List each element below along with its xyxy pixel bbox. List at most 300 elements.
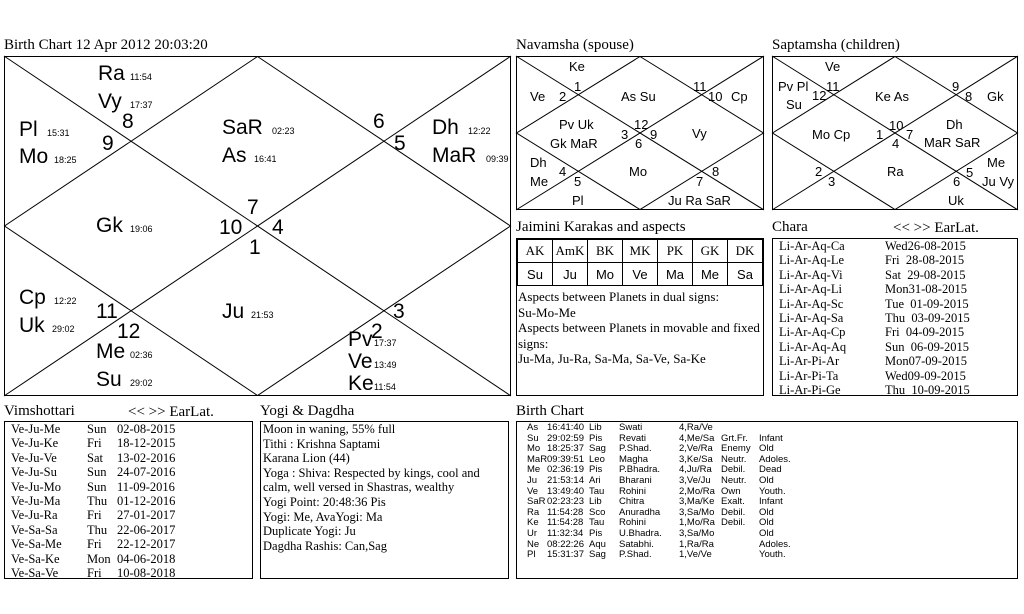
dual-heading: Aspects between Planets in dual signs: [518,289,720,304]
chara-date: Wed26-08-2015 [885,239,966,253]
yogi-title: Yogi & Dagdha [260,403,355,419]
birth-table-cell: Leo [589,453,605,465]
birth-table-cell: Debil. [721,506,746,518]
birth-table-cell: 11:54:28 [547,517,584,529]
dasha-period: Ve-Ju-Ke [11,436,59,451]
chara-date: Wed09-09-2015 [885,368,966,383]
birth-table-cell: 1,Ra/Ra [679,538,714,550]
nv-label: 5 [574,174,582,189]
birth-table-cell: Neutr. [721,453,747,465]
vimshottari-row [11,537,252,551]
planet-degree: 11:54 [374,382,396,392]
dasha-period: Ve-Ju-Ma [11,494,61,509]
dasha-period: Ve-Sa-Ke [11,551,60,566]
movable-aspects: Ju-Ma, Ju-Ra, Sa-Ma, Sa-Ve, Sa-Ke [518,351,706,366]
vimshottari-list [4,421,253,579]
birth-table-cell: Lib [589,496,602,508]
planet-pv [348,328,397,351]
planet-degree: 11:54 [130,72,152,82]
karaka-header: MK [623,240,658,263]
karaka-value: Ma [658,263,693,286]
dasha-date: 22-12-2017 [117,537,176,552]
chara-row [779,297,1017,311]
dual-aspects: Su-Mo-Me [518,304,576,320]
planet-name: SaR [222,116,263,139]
house-num: 6 [373,110,385,133]
house-num: 4 [272,216,284,239]
planet-ju [222,300,274,323]
planet-mo [19,145,77,168]
nv-label: Mo [629,164,648,179]
nv-label: Ju Ra SaR [668,193,731,208]
birth-table-cell: Old [759,517,774,529]
birth-table-cell: 08:22:26 [547,538,584,550]
birth-table-cell: 02:23:23 [547,496,584,508]
dasha-period: Ve-Ju-Mo [11,479,61,494]
birth-table-cell: 1,Ve/Ve [679,549,712,561]
birth-table-cell: MaR [527,453,548,465]
chara-row [779,253,1017,267]
navamsha-diagram[interactable] [516,56,764,210]
dasha-date: 13-02-2016 [117,450,176,465]
birth-table-row [527,529,1017,540]
birth-table-cell: Tau [589,517,605,529]
birth-table-cell: Aqu [589,538,606,550]
birth-table-cell: Sco [589,506,606,518]
planet-degree: 29:02 [130,378,153,388]
karaka-value: Mo [588,263,623,286]
house-num: 10 [219,216,243,239]
sp-label: 10 [889,118,904,133]
karaka-header: GK [693,240,728,263]
birth-table-cell: Ju [527,474,538,486]
birth-table-cell: 11:32:34 [547,527,584,539]
nv-label: Pl [572,193,584,208]
birth-table-cell: Dead [759,464,782,476]
sp-label: 11 [826,79,840,94]
birth-table-row [527,476,1017,487]
birth-table-cell: Ra [527,506,540,518]
birth-table-cell: 3,Ke/Sa [679,453,713,465]
yogi-panel [260,421,509,579]
sp-label: 3 [828,174,836,189]
karaka-header: BK [588,240,623,263]
nv-label: Vy [692,126,707,141]
birth-table-cell: Swati [619,422,643,433]
sp-label: 4 [892,136,900,151]
planet-ke [348,372,396,395]
chara-row [779,340,1017,354]
karaka-value: Me [693,263,728,286]
chara-row [779,239,1017,253]
planet-degree: 15:31 [47,128,70,138]
dasha-period: Ve-Ju-Su [11,465,57,480]
chara-row [779,354,1017,368]
vimshottari-row [11,523,252,537]
sp-label: Pv Pl [778,79,809,94]
chara-date: Mon07-09-2015 [885,354,967,369]
chara-row [779,325,1017,339]
dasha-period: Ve-Sa-Sa [11,522,58,537]
planet-name: Ve [348,350,373,373]
house-num: 12 [117,320,141,343]
planet-name: As [222,144,247,167]
birth-table-cell: Anuradha [619,506,661,518]
yogi-line: Moon in waning, 55% full [263,422,396,436]
chara-list [772,238,1018,396]
sp-label: 8 [965,89,973,104]
birth-table-cell: 29:02:59 [547,432,584,444]
birth-table-cell: P.Shad. [619,549,652,561]
birth-table-cell: Adoles. [759,453,791,465]
dasha-period: Ve-Ju-Ra [11,508,58,523]
planet-ra [98,62,152,85]
birth-table-cell: 3,Ma/Ke [679,496,715,508]
birth-table-cell: Bharani [619,474,652,486]
chara-row [779,383,1017,397]
birth-table-cell: Youth. [759,485,786,497]
planet-name: Mo [19,145,49,168]
planet-name: Ra [98,62,125,85]
nv-label: 6 [635,136,643,151]
movable-heading: Aspects between Planets in movable and fixed signs: [518,320,760,351]
planet-uk [19,314,75,337]
birth-table-row [527,550,1017,561]
sp-label: Ju Vy [982,174,1015,189]
sp-label: Su [786,97,802,112]
karaka-value: Ve [623,263,658,286]
karaka-value: Sa [728,263,763,286]
birth-table-cell: 1,Mo/Ra [679,517,715,529]
karaka-header: DK [728,240,763,263]
birth-table-cell: 3,Sa/Mo [679,527,715,539]
chara-date: Fri 28-08-2015 [885,253,965,268]
nv-label: Cp [731,89,748,104]
birth-table-cell: 4,Ra/Ve [679,422,713,433]
birth-table-cell: Ne [527,538,540,550]
dasha-day: Sun [87,422,107,436]
yogi-line: Karana Lion (44) [263,451,350,466]
planet-degree: 13:49 [374,360,397,370]
birth-table-cell: Revati [619,432,646,444]
chara-period: Li-Ar-Aq-Le [779,253,844,268]
planet-pl [19,118,70,141]
chara-period: Li-Ar-Pi-Ar [779,354,840,369]
sp-label: 9 [952,79,960,94]
yogi-line: Duplicate Yogi: Ju [263,524,356,539]
sp-label: Uk [948,193,964,208]
chara-period: Li-Ar-Aq-Aq [779,339,847,354]
chara-row [779,268,1017,282]
planet-degree: 12:22 [468,126,491,136]
yogi-line: Yogi: Me, AvaYogi: Ma [263,509,383,524]
planet-degree: 17:37 [130,100,153,110]
yogi-line: Dagdha Rashis: Can,Sag [263,538,387,553]
nv-label: 2 [559,89,567,104]
nv-label: 1 [574,79,582,94]
house-num: 8 [122,110,134,133]
chara-period: Li-Ar-Aq-Cp [779,325,846,340]
chara-period: Li-Ar-Aq-Sc [779,296,844,311]
birth-table-cell: Debil. [721,517,746,529]
birth-table-cell: 09:39:51 [547,453,584,465]
birth-table-cell: Ke [527,517,539,529]
birth-table-cell: Pis [589,464,603,476]
chara-row [779,282,1017,296]
dasha-period: Ve-Sa-Me [11,537,62,552]
birth-table-cell: Exalt. [721,496,745,508]
vimshottari-row [11,422,252,436]
birth-table-cell: 2,Ve/Ra [679,443,713,455]
birth-table-cell: Neutr. [721,474,747,486]
dasha-day: Thu [87,494,108,509]
planet-mar [432,144,509,167]
planet-name: Cp [19,286,46,309]
birth-table-cell: Rohini [619,517,646,529]
birth-table-cell: 15:31:37 [547,549,584,561]
planet-me [96,340,153,363]
birth-table-cell: As [527,422,539,433]
birth-table-cell: Sag [589,443,606,455]
dasha-day: Sat [87,450,103,465]
karaka-header: AK [518,240,553,263]
planet-dh [432,116,491,139]
sp-label: 5 [966,165,974,180]
chara-period: Li-Ar-Aq-Vi [779,267,843,282]
dasha-day: Mon [87,551,111,566]
planet-name: Pl [19,118,38,141]
planet-name: Pv [348,328,373,351]
house-num: 3 [393,300,405,323]
jaimini-panel [516,238,764,396]
house-num: 11 [96,300,118,323]
planet-degree: 02:23 [272,126,295,136]
sp-label: Ke As [875,89,909,104]
birth-table-cell: Chitra [619,496,645,508]
vimshottari-title: Vimshottari [4,403,75,419]
birth-table-cell: Debil. [721,464,746,476]
dasha-day: Fri [87,508,102,523]
birth-table-cell: Pl [527,549,536,561]
planet-gk [96,214,153,237]
yogi-line: Yoga : Shiva: Respected by kings, cool and calm, well versed in Shastras, wealthy [263,465,480,495]
birth-table-cell: Tau [589,485,605,497]
navamsha-title: Navamsha (spouse) [516,37,634,53]
chara-period: Li-Ar-Pi-Ta [779,368,839,383]
vimshottari-row [11,465,252,479]
planet-degree: 02:36 [130,350,153,360]
birth-table-cell: Enemy [721,443,751,455]
nv-label: 7 [696,174,704,189]
dasha-date: 18-12-2015 [117,436,176,451]
dasha-day: Fri [87,537,102,552]
planet-degree: 12:22 [54,296,77,306]
chara-date: Sun 06-09-2015 [885,339,970,354]
chara-date: Thu 10-09-2015 [885,383,970,398]
nv-label: As Su [621,89,656,104]
planet-cp [19,286,77,309]
house-num: 1 [249,236,261,259]
aspects-text [517,286,763,367]
birth-table-cell: Magha [619,453,649,465]
birth-table-cell: Old [759,474,774,486]
nv-label: 4 [559,164,567,179]
birth-table-cell: 02:36:19 [547,464,584,476]
planet-name: Me [96,340,126,363]
sp-label: Gk [987,89,1004,104]
dasha-date: 24-07-2016 [117,465,176,480]
nv-label: Gk MaR [550,136,598,151]
birth-table-cell: Old [759,443,774,455]
house-num: 7 [247,196,259,219]
vimshottari-row [11,508,252,522]
sp-label: Dh [946,117,963,132]
birth-table-cell: Ve [527,485,539,497]
vimshottari-row [11,436,252,450]
birth-table-cell: Old [759,506,774,518]
dasha-day: Fri [87,566,102,581]
sp-label: MaR SaR [924,135,981,150]
dasha-date: 01-12-2016 [117,494,176,509]
yogi-line: Yogi Point: 20:48:36 Pis [263,494,386,509]
yogi-line: Tithi : Krishna Saptami [263,436,381,451]
birth-table-cell: SaR [527,496,546,508]
chara-date: Sat 29-08-2015 [885,267,966,282]
nv-label: Ve [530,89,546,104]
sp-label: Ra [887,164,904,179]
planet-name: Gk [96,214,123,237]
chara-title: Chara [772,219,808,235]
planet-as [222,144,277,167]
nv-label: Ke [569,59,585,74]
birth-table-cell: P.Shad. [619,443,652,455]
birth-table-cell: Rohini [619,485,646,497]
karaka-value: Ju [553,263,588,286]
nv-label: 12 [634,117,649,132]
sp-label: Mo Cp [812,127,851,142]
planet-degree: 19:06 [130,224,153,234]
planet-name: Uk [19,314,45,337]
birth-table-cell: Su [527,432,539,444]
chara-date: Thu 03-09-2015 [885,311,970,326]
chara-row [779,311,1017,325]
nv-label: 10 [708,89,723,104]
nv-label: 3 [621,127,629,142]
planet-degree: 17:37 [374,338,397,348]
chara-date: Tue 01-09-2015 [885,296,969,311]
karaka-value: Su [518,263,553,286]
birth-table [516,421,1018,579]
birth-table-cell: 4,Ju/Ra [679,464,712,476]
vimshottari-row [11,566,252,580]
birth-chart-diagram[interactable] [4,56,511,396]
sp-label: Ve [825,59,841,74]
birth-table-cell: Infant [759,496,783,508]
planet-name: Ju [222,300,245,323]
chara-period: Li-Ar-Aq-Ca [779,239,845,253]
planet-degree: 29:02 [52,324,75,334]
sp-label: Me [987,155,1006,170]
house-num: 9 [102,132,114,155]
birth-chart-title: Birth Chart 12 Apr 2012 20:03:20 [4,37,208,53]
planet-name: Dh [432,116,459,139]
birth-table-cell: 2,Mo/Ra [679,485,715,497]
sp-label: 12 [812,88,827,103]
chara-row [779,369,1017,383]
dasha-day: Thu [87,522,108,537]
sp-label: 1 [876,127,884,142]
chara-date: Fri 04-09-2015 [885,325,965,340]
vimshottari-nav[interactable]: << >> EarLat. [128,404,214,420]
birth-table-cell: Me [527,464,541,476]
birth-table-cell: Own [721,485,741,497]
house-num: 5 [394,132,406,155]
nv-label: Pv Uk [559,117,594,132]
birth-table-cell: Old [759,527,774,539]
nv-label: Dh [530,155,547,170]
vimshottari-row [11,552,252,566]
nv-label: Me [530,174,549,189]
birth-table-cell: 3,Ve/Ju [679,474,711,486]
birth-table-cell: U.Bhadra. [619,527,662,539]
planet-degree: 16:41 [254,154,277,164]
vimshottari-row [11,480,252,494]
planet-sar [222,116,295,139]
birth-table-cell: 3,Sa/Mo [679,506,715,518]
birth-table-cell: 18:25:37 [547,443,584,455]
sp-label: 6 [953,174,961,189]
planet-name: Su [96,368,122,391]
nv-label: 9 [650,127,658,142]
saptamsha-diagram[interactable] [772,56,1018,210]
birth-table-cell: Adoles. [759,538,791,550]
dasha-date: 02-08-2015 [117,422,176,436]
chara-date: Mon31-08-2015 [885,282,967,297]
planet-name: Ke [348,372,374,395]
birth-table-cell: 4,Me/Sa [679,432,715,444]
chara-period: Li-Ar-Pi-Ge [779,383,841,398]
dasha-period: Ve-Ju-Ve [11,450,57,465]
dasha-date: 10-08-2018 [117,566,176,581]
planet-ve [348,350,397,373]
chara-period: Li-Ar-Aq-Li [779,282,842,297]
dasha-date: 22-06-2017 [117,522,176,537]
birth-table-cell: Satabhi. [619,538,654,550]
dasha-day: Fri [87,436,102,451]
karaka-table [517,239,763,286]
birth-table-cell: 13:49:40 [547,485,584,497]
sp-label: 7 [906,127,914,142]
nv-label: 11 [693,79,707,94]
planet-su [96,368,153,391]
karaka-header: AmK [553,240,588,263]
planet-name: Vy [98,90,122,113]
vimshottari-row [11,494,252,508]
chara-period: Li-Ar-Aq-Sa [779,311,844,326]
birth-table-cell: Lib [589,422,602,433]
birth-table-cell: Grt.Fr. [721,432,748,444]
chara-nav[interactable]: << >> EarLat. [893,220,979,236]
birth-table-cell: 21:53:14 [547,474,584,486]
birth-table-cell: P.Bhadra. [619,464,661,476]
dasha-date: 11-09-2016 [117,479,175,494]
birth-table-row [527,423,1017,434]
birth-table-cell: Youth. [759,549,786,561]
planet-degree: 21:53 [251,310,274,320]
birth-table-cell: 11:54:28 [547,506,584,518]
birth-table-cell: Mo [527,443,541,455]
karaka-header: PK [658,240,693,263]
